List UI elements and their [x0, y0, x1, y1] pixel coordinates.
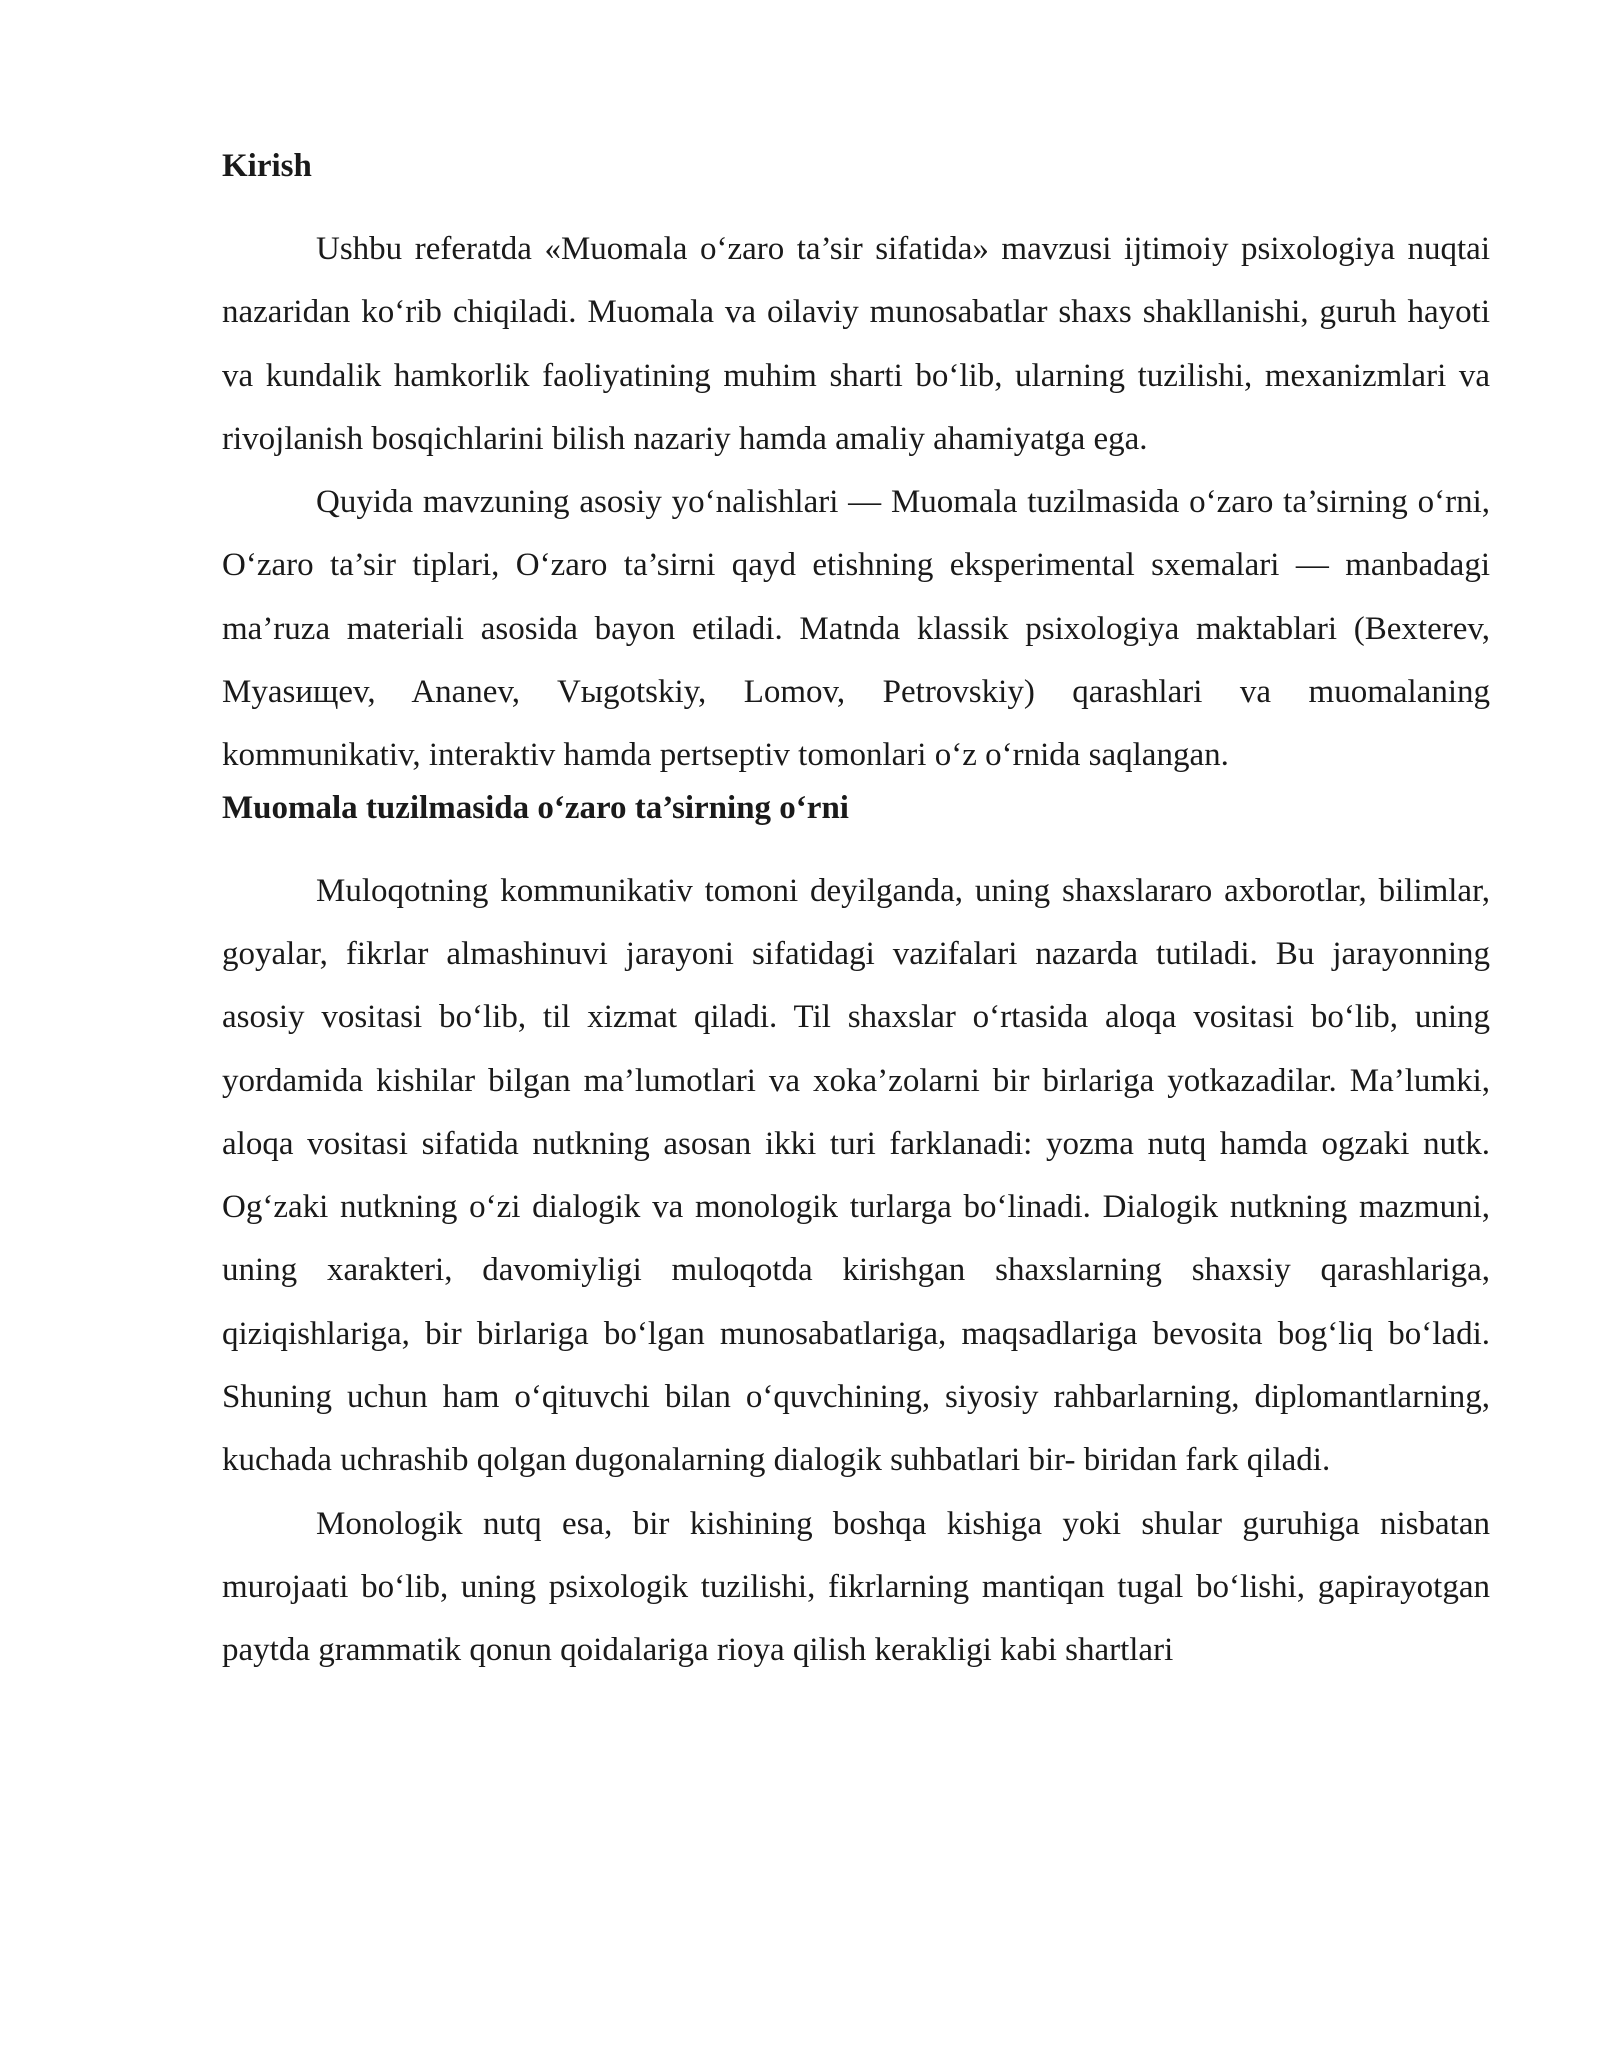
intro-heading: Kirish [222, 148, 312, 184]
section-paragraph-2: Monologik nutq esa, bir kishining boshqa kishiga yoki shular guruhiga nisbatan murojaati bo‘lib, uning psixologik tuzilishi, fikrlarning mantiqan tugal bo‘lishi, gapirayotgan paytda grammatik qonun qoidalariga rioya qilish kerakligi kabi shartlari [222, 1505, 1490, 1669]
document-body [222, 146, 1490, 1683]
intro-paragraph-2: Quyida mavzuning asosiy yo‘nalishlari — Muomala tuzilmasida o‘zaro ta’sirning o‘rni, O‘zaro ta’sir tiplari, O‘zaro ta’sirni qayd etishning eksperimental sxemalari — manbadagi ma’ruza materiali asosida bayon etiladi. Matnda klassik psixologiya maktablari (Bexterev, Myasищev, Ananev, Vыgotskiy, Lomov, Petrovskiy) qarashlari va muomalaning kommunikativ, interaktiv hamda pertseptiv tomonlari o‘z o‘rnida saqlangan. [222, 484, 1490, 774]
section-paragraph-1: Muloqotning kommunikativ tomoni deyilganda, uning shaxslararo axborotlar, bilimlar, goyalar, fikrlar almashinuvi jarayoni sifatidagi vazifalari nazarda tutiladi. Bu jarayonning asosiy vositasi bo‘lib, til xizmat qiladi. Til shaxslar o‘rtasida aloqa vositasi bo‘lib, uning yordamida kishilar bilgan ma’lumotlari va xoka’zolarni bir birlariga yotkazadilar. Ma’lumki, aloqa vositasi sifatida nutkning asosan ikki turi farklanadi: yozma nutq hamda ogzaki nutk. Og‘zaki nutkning o‘zi dialogik va monologik turlarga bo‘linadi. Dialogik nutkning mazmuni, uning xarakteri, davomiyligi muloqotda kirishgan shaxslarning shaxsiy qarashlariga, qiziqishlariga, bir birlariga bo‘lgan munosabatlariga, maqsadlariga bevosita bog‘liq bo‘ladi. Shuning uchun ham o‘qituvchi bilan o‘quvchining, siyosiy rahbarlarning, diplomantlarning, kuchada uchrashib qolgan dugonalarning dialogik suhbatlari bir- biridan fark qiladi. [222, 872, 1490, 1479]
section-heading: Muomala tuzilmasida o‘zaro ta’sirning o‘rni [222, 789, 849, 826]
intro-paragraph-1: Ushbu referatda «Muomala o‘zaro ta’sir sifatida» mavzusi ijtimoiy psixologiya nuqtai nazaridan ko‘rib chiqiladi. Muomala va oilaviy munosabatlar shaxs shakllanishi, guruh hayoti va kundalik hamkorlik faoliyatining muhim sharti bo‘lib, ularning tuzilishi, mexanizmlari va rivojlanish bosqichlarini bilish nazariy hamda amaliy ahamiyatga ega. [222, 231, 1490, 457]
